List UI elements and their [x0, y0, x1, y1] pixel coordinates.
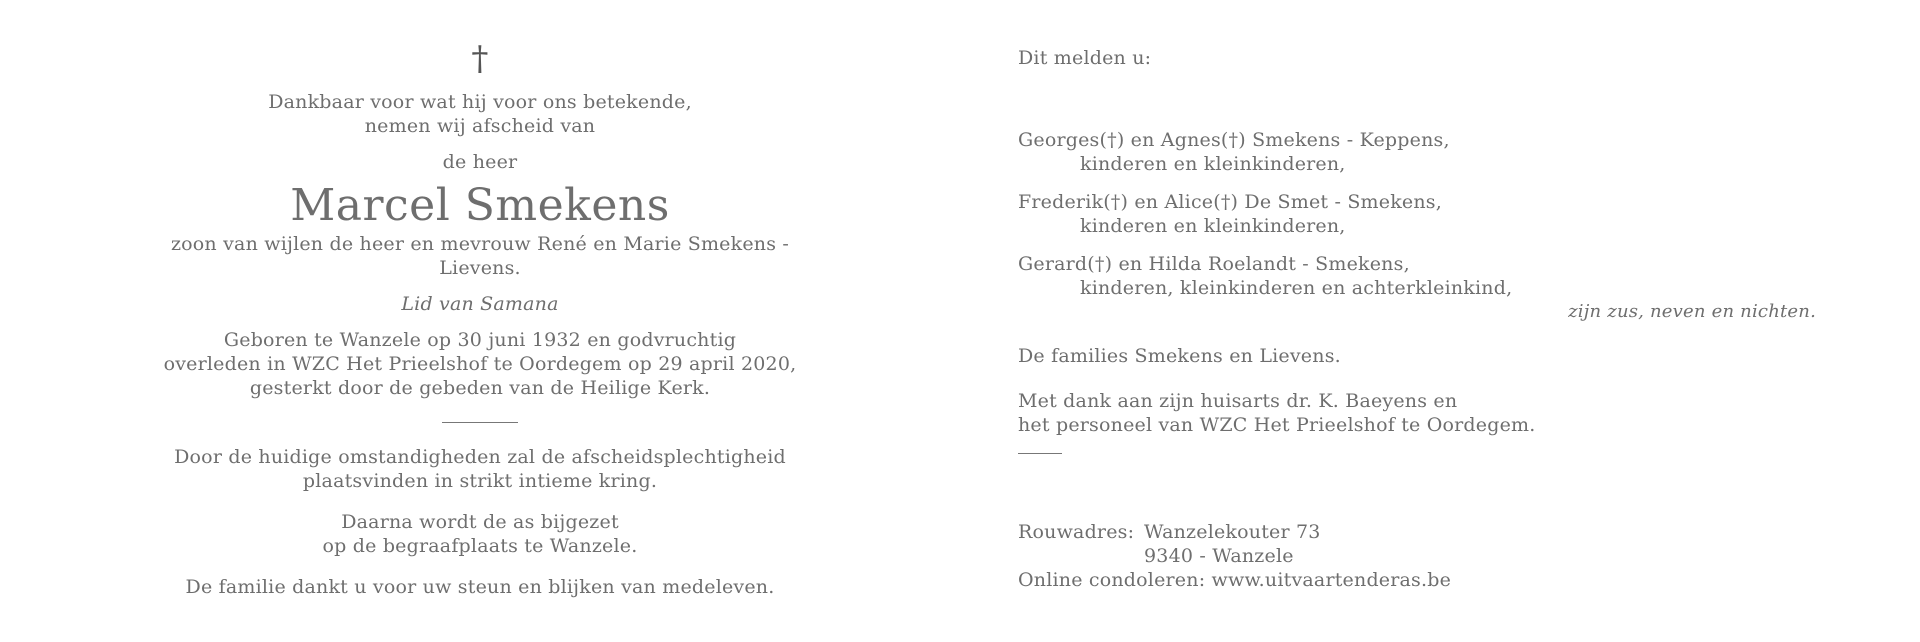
address-line-2: 9340 - Wanzele — [1144, 545, 1294, 567]
relatives-text: zijn zus, neven en nichten. — [1568, 301, 1816, 322]
ceremony-line-2: plaatsvinden in strikt intieme kring. — [302, 470, 658, 492]
family-2-line-2: kinderen en kleinkinderen, — [1080, 215, 1346, 237]
address-label-spacer — [1018, 544, 1144, 568]
deceased-name: Marcel Smekens — [290, 180, 670, 231]
left-panel — [128, 40, 832, 599]
intro-line-2: nemen wij afscheid van — [364, 115, 596, 137]
cross-icon: † — [471, 39, 489, 79]
family-3-line-2: kinderen, kleinkinderen en achterkleinkind, — [1080, 277, 1513, 299]
birth-line-3: gesterkt door de gebeden van de Heilige Kerk. — [249, 377, 711, 399]
address-line-1: Wanzelekouter 73 — [1144, 521, 1321, 543]
address-row-1 — [1018, 520, 1838, 544]
burial-line-1: Daarna wordt de as bijgezet — [341, 511, 619, 533]
burial-line-2: op de begraafplaats te Wanzele. — [322, 535, 638, 557]
family-3-line-1: Gerard(†) en Hilda Roelandt - Smekens, — [1018, 253, 1410, 275]
family-2-line-1: Frederik(†) en Alice(†) De Smet - Smekens, — [1018, 191, 1442, 213]
address-row-2 — [1018, 544, 1838, 568]
intro-line-1: Dankbaar voor wat hij voor ons betekende, — [268, 91, 692, 113]
family-1-line-2: kinderen en kleinkinderen, — [1080, 153, 1346, 175]
membership-text: Lid van Samana — [401, 293, 559, 315]
doctor-thanks-line-2: het personeel van WZC Het Prieelshof te Oordegem. — [1018, 414, 1536, 436]
title-text: de heer — [442, 151, 518, 173]
divider-short — [1018, 453, 1062, 454]
divider — [442, 422, 518, 423]
family-1-line-1: Georges(†) en Agnes(†) Smekens - Keppens, — [1018, 129, 1450, 151]
birth-line-1: Geboren te Wanzele op 30 juni 1932 en godvruchtig — [223, 329, 737, 351]
address-label: Rouwadres: — [1018, 521, 1135, 543]
families-text: De families Smekens en Lievens. — [1018, 345, 1341, 367]
parents-text: zoon van wijlen de heer en mevrouw René en Marie Smekens - Lievens. — [170, 233, 790, 279]
birth-line-2: overleden in WZC Het Prieelshof te Oordegem op 29 april 2020, — [163, 353, 797, 375]
ceremony-line-1: Door de huidige omstandigheden zal de afscheidsplechtigheid — [174, 446, 786, 468]
doctor-thanks-line-1: Met dank aan zijn huisarts dr. K. Baeyens en — [1018, 390, 1458, 412]
announce-text: Dit melden u: — [1018, 47, 1152, 69]
online-condolences-link[interactable]: Online condoleren: www.uitvaartenderas.be — [1018, 569, 1452, 591]
thanks-text: De familie dankt u voor uw steun en blijken van medeleven. — [185, 576, 775, 598]
right-panel — [1018, 46, 1838, 592]
